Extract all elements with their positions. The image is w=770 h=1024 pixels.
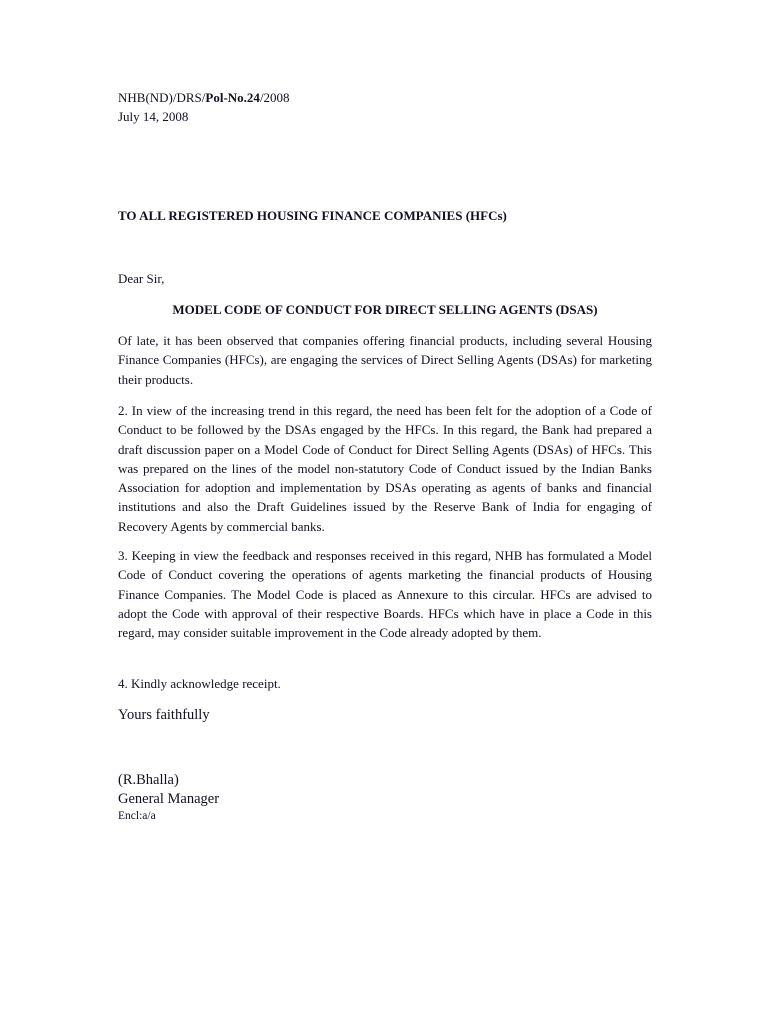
subject-heading: MODEL CODE OF CONDUCT FOR DIRECT SELLING AGENTS (DSAS) <box>172 302 598 317</box>
letter-date: July 14, 2008 <box>118 109 189 124</box>
closing: Yours faithfully <box>118 707 210 723</box>
reference-prefix: NHB(ND)/DRS/ <box>118 90 206 105</box>
signer-name: (R.Bhalla) <box>118 772 179 788</box>
paragraph-3: 3. Keeping in view the feedback and responses received in this regard, NHB has formulated a Model Code of Conduct covering the operations of agents marketing the financial products of Housing Finance Companies. The Model Code is placed as Annexure to this circular. HFCs are advised to adopt the Code with approval of their respective Boards. HFCs which have in place a Code in this regard, may consider suitable improvement in the Code already adopted by them. <box>118 548 652 641</box>
salutation: Dear Sir, <box>118 271 165 286</box>
paragraph-1: Of late, it has been observed that companies offering financial products, including several Housing Finance Companies (HFCs), are engaging the services of Direct Selling Agents (DSAs) for marketing their products. <box>118 333 652 387</box>
reference-number <box>118 88 290 107</box>
addressee: TO ALL REGISTERED HOUSING FINANCE COMPANIES (HFCs) <box>118 208 507 223</box>
reference-bold: Pol-No.24 <box>205 90 260 105</box>
enclosure-note: Encl:a/a <box>118 810 156 822</box>
paragraph-4: 4. Kindly acknowledge receipt. <box>118 676 281 691</box>
reference-suffix: /2008 <box>259 90 290 105</box>
paragraph-2: 2. In view of the increasing trend in this regard, the need has been felt for the adoption of a Code of Conduct to be followed by the DSAs engaged by the HFCs. In this regard, the Bank had prepared a draft discussion paper on a Model Code of Conduct for Direct Selling Agents (DSAs) of HFCs. This was prepared on the lines of the model non-statutory Code of Conduct issued by the Indian Banks Association for adoption and implementation by DSAs operating as agents of banks and financial institutions and also the Draft Guidelines issued by the Reserve Bank of India for engaging of Recovery Agents by commercial banks. <box>118 403 652 534</box>
signer-title: General Manager <box>118 791 220 807</box>
